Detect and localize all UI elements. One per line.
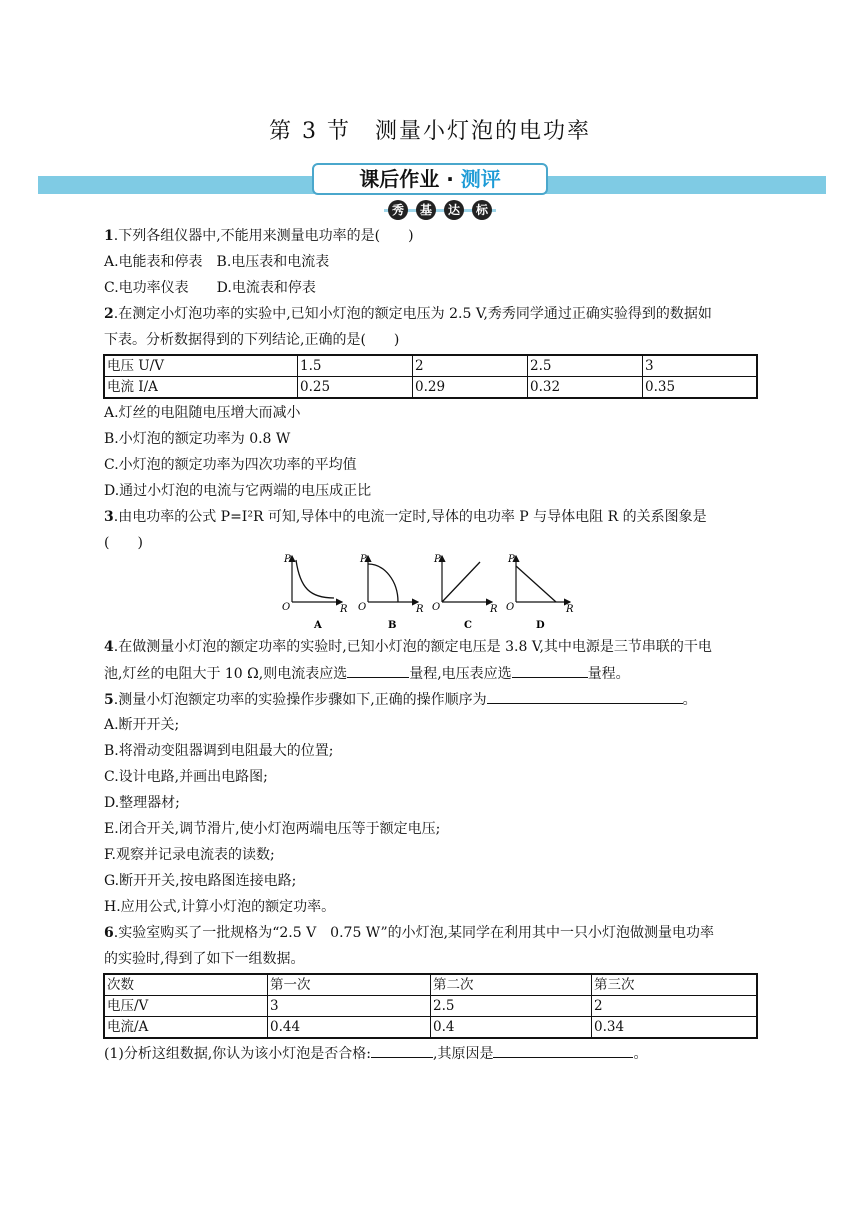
table-cell: 电压 U/V <box>104 355 298 377</box>
graph-c-line <box>442 562 480 602</box>
q3-stem-line1 <box>104 507 707 527</box>
q6-sub1-text-c: 。 <box>633 1046 648 1062</box>
q2-table <box>103 354 758 399</box>
table-cell: 2 <box>592 996 758 1017</box>
q2-option-c: C.小灯泡的额定功率为四次功率的平均值 <box>104 457 357 473</box>
banner-heading <box>312 163 548 195</box>
q4-text1: .在做测量小灯泡的额定功率的实验时,已知小灯泡的额定电压是 3.8 V,其中电源是三节串联的干电 <box>113 639 712 655</box>
q2-stem-line1 <box>104 304 712 324</box>
graph-a-label: A <box>314 620 322 631</box>
table-cell: 0.25 <box>298 377 413 399</box>
table-cell: 0.29 <box>413 377 528 399</box>
q5-step-h: H.应用公式,计算小灯泡的额定功率。 <box>104 899 336 915</box>
table-header-cell: 第二次 <box>431 974 592 996</box>
q6-stem-line2: 的实验时,得到了如下一组数据。 <box>104 951 305 967</box>
q4-text2b: 量程,电压表应选 <box>409 666 512 682</box>
table-cell: 0.4 <box>431 1017 592 1039</box>
q5-step-d: D.整理器材; <box>104 795 180 811</box>
graph-c-axis-p: P <box>434 554 441 565</box>
q6-text1: .实验室购买了一批规格为“2.5 V 0.75 W”的小灯泡,某同学在利用其中一只小灯泡做测量电功率 <box>113 925 715 941</box>
graph-c <box>432 554 498 631</box>
badge-1: 秀 <box>388 200 408 220</box>
q1-stem <box>104 226 414 246</box>
table-header-cell: 第三次 <box>592 974 758 996</box>
graph-a-axis-r: R <box>340 604 348 615</box>
q6-blank-qualified[interactable] <box>371 1043 433 1058</box>
q1-number: 1 <box>104 228 114 244</box>
table-row <box>104 1017 757 1039</box>
q4-text2c: 量程。 <box>587 666 630 682</box>
table-cell: 0.34 <box>592 1017 758 1039</box>
banner-text-accent: 测评 <box>460 167 501 191</box>
table-cell: 0.44 <box>268 1017 431 1039</box>
q6-sub1-text-b: ,其原因是 <box>433 1046 494 1062</box>
q4-number: 4 <box>104 639 114 655</box>
q5-step-f: F.观察并记录电流表的读数; <box>104 847 275 863</box>
badge-2: 基 <box>416 200 436 220</box>
table-cell: 2.5 <box>431 996 592 1017</box>
q5-number: 5 <box>104 692 114 708</box>
q3-text1: .由电功率的公式 P=I²R 可知,导体中的电流一定时,导体的电功率 P 与导体电阻 R 的关系图象是 <box>113 509 707 525</box>
q2-number: 2 <box>104 306 114 322</box>
q3-graph-options <box>280 552 580 632</box>
q3-stem-line2: ( ) <box>104 535 143 551</box>
graph-d-axis-r: R <box>566 604 574 615</box>
q6-table <box>103 973 758 1039</box>
badge-3: 达 <box>444 200 464 220</box>
graph-d-line <box>516 566 556 602</box>
q6-sub1-text-a: (1)分析这组数据,你认为该小灯泡是否合格: <box>104 1046 371 1062</box>
q5-blank-order[interactable] <box>487 689 683 704</box>
graph-b-origin: O <box>358 602 367 613</box>
graph-d <box>506 554 574 631</box>
q1-text: .下列各组仪器中,不能用来测量电功率的是( ) <box>113 228 414 244</box>
graph-b <box>358 554 424 631</box>
table-cell: 电流 I/A <box>104 377 298 399</box>
badge-4: 标 <box>472 200 492 220</box>
q5-step-g: G.断开开关,按电路图连接电路; <box>104 873 297 889</box>
q5-step-e: E.闭合开关,调节滑片,使小灯泡两端电压等于额定电压; <box>104 821 441 837</box>
graph-b-axis-r: R <box>416 604 424 615</box>
table-cell: 3 <box>268 996 431 1017</box>
graph-a-origin: O <box>282 602 291 613</box>
q5-step-a: A.断开开关; <box>104 717 180 733</box>
q4-stem-line2 <box>104 663 630 684</box>
q6-number: 6 <box>104 925 114 941</box>
graph-b-axis-p: P <box>360 554 367 565</box>
q1-options-ab: A.电能表和停表 B.电压表和电流表 <box>104 254 330 270</box>
graph-d-origin: O <box>506 602 515 613</box>
q2-option-a: A.灯丝的电阻随电压增大而减小 <box>104 405 301 421</box>
badge-strip <box>384 200 496 220</box>
graph-a-curve <box>296 560 334 598</box>
table-row <box>104 996 757 1017</box>
q2-option-b: B.小灯泡的额定功率为 0.8 W <box>104 431 291 447</box>
q6-sub1 <box>104 1043 647 1064</box>
graph-a-axis-p: P <box>284 554 291 565</box>
q4-blank-ammeter[interactable] <box>347 663 409 678</box>
q3-number: 3 <box>104 509 114 525</box>
graph-b-curve <box>368 564 398 602</box>
q4-text2a: 池,灯丝的电阻大于 10 Ω,则电流表应选 <box>104 666 348 682</box>
banner-text-main: 课后作业 · <box>359 167 461 191</box>
q2-text1: .在测定小灯泡功率的实验中,已知小灯泡的额定电压为 2.5 V,秀秀同学通过正确实验得到的数据如 <box>113 306 712 322</box>
graph-a <box>282 554 348 631</box>
q2-stem-line2: 下表。分析数据得到的下列结论,正确的是( ) <box>104 332 400 348</box>
page-title: 第 3 节 测量小灯泡的电功率 <box>269 119 591 144</box>
table-cell: 2 <box>413 355 528 377</box>
graph-c-axis-r: R <box>490 604 498 615</box>
graph-c-label: C <box>464 620 472 631</box>
q5-step-b: B.将滑动变阻器调到电阻最大的位置; <box>104 743 334 759</box>
q4-blank-voltmeter[interactable] <box>512 663 588 678</box>
table-header-cell: 第一次 <box>268 974 431 996</box>
q5-text: .测量小灯泡额定功率的实验操作步骤如下,正确的操作顺序为 <box>113 692 487 708</box>
table-header-cell: 次数 <box>104 974 268 996</box>
graph-d-axis-p: P <box>508 554 515 565</box>
q1-options-cd: C.电功率仪表 D.电流表和停表 <box>104 280 316 296</box>
table-row <box>104 974 757 996</box>
table-cell: 0.35 <box>643 377 758 399</box>
table-cell: 电流/A <box>104 1017 268 1039</box>
q5-step-c: C.设计电路,并画出电路图; <box>104 769 268 785</box>
q5-stem <box>104 689 697 710</box>
graph-d-label: D <box>536 620 545 631</box>
q6-stem-line1 <box>104 923 714 943</box>
table-cell: 电压/V <box>104 996 268 1017</box>
q6-blank-reason[interactable] <box>493 1043 633 1058</box>
graph-b-label: B <box>388 620 397 631</box>
graph-c-origin: O <box>432 602 441 613</box>
table-cell: 1.5 <box>298 355 413 377</box>
table-cell: 3 <box>643 355 758 377</box>
table-cell: 0.32 <box>528 377 643 399</box>
table-row <box>104 355 757 377</box>
q4-stem-line1 <box>104 637 712 657</box>
table-cell: 2.5 <box>528 355 643 377</box>
q2-option-d: D.通过小灯泡的电流与它两端的电压成正比 <box>104 483 372 499</box>
table-row <box>104 377 757 399</box>
q5-end: 。 <box>682 692 697 708</box>
